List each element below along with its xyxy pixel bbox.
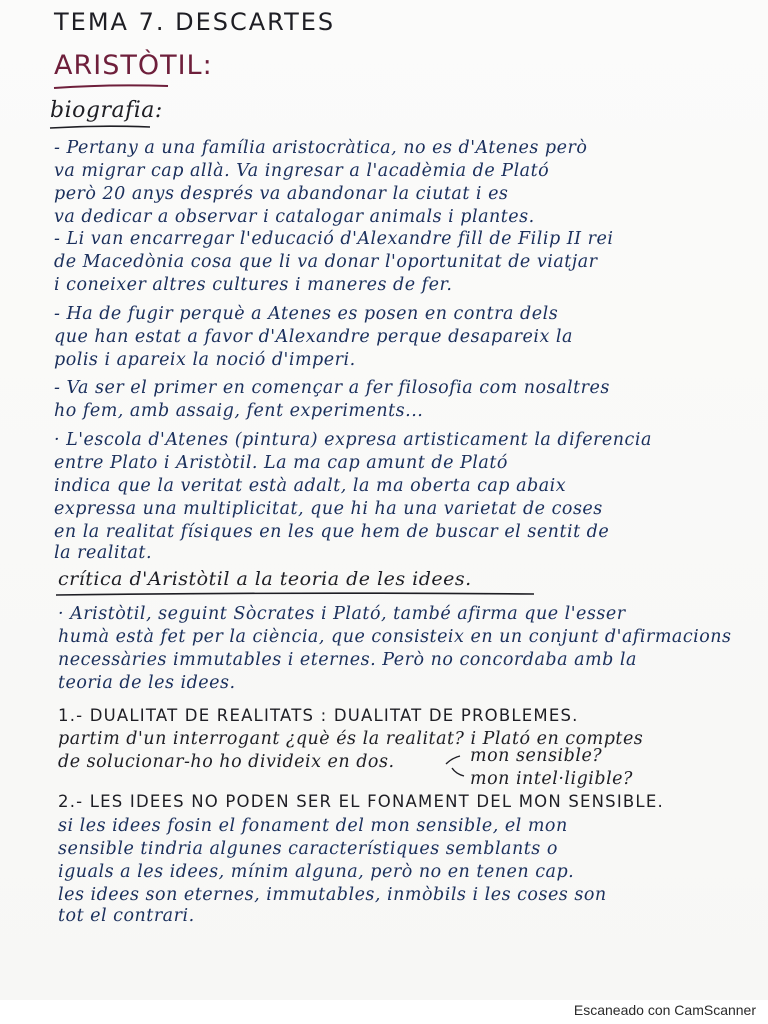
biography-line: va migrar cap allà. Va ingresar a l'acadèmia de Plató: [54, 161, 550, 181]
point-2-line: les idees son eternes, immutables, inmòbils i les coses son: [58, 885, 607, 905]
section-heading-aristotil: ARISTÒTIL:: [54, 50, 213, 81]
point-1-line: partim d'un interrogant ¿què és la realitat? i Plató en comptes: [58, 729, 644, 749]
point-2-line: iguals a les idees, mínim alguna, però no en tenen cap.: [58, 862, 575, 882]
biography-line: expressa una multiplicitat, que hi ha una varietat de coses: [54, 499, 603, 519]
critique-line: teoria de les idees.: [58, 673, 236, 693]
biography-line: i coneixer altres cultures i maneres de fer.: [54, 275, 453, 295]
biography-line: · L'escola d'Atenes (pintura) expresa artisticament la diferencia: [54, 430, 652, 450]
point-1-line: de solucionar-ho ho divideix en dos.: [58, 752, 395, 772]
point-1-title: 1.- DUALITAT DE REALITATS : DUALITAT DE PROBLEMES.: [58, 706, 579, 725]
branch-mon-intelligible: mon intel·ligible?: [470, 769, 633, 789]
point-2-line: tot el contrari.: [58, 906, 195, 926]
subheading-biografia: biografia:: [50, 98, 163, 123]
section-title-critica: crítica d'Aristòtil a la teoria de les idees.: [58, 568, 472, 590]
biography-line: va dedicar a observar i catalogar animals i plantes.: [54, 207, 535, 227]
critique-line: humà està fet per la ciència, que consisteix en un conjunt d'afirmacions: [58, 627, 732, 647]
camscanner-watermark: Escaneado con CamScanner: [573, 1002, 756, 1018]
biography-line: però 20 anys després va abandonar la ciutat i es: [54, 184, 509, 204]
biography-line: - Li van encarregar l'educació d'Alexandre fill de Filip II rei: [54, 229, 614, 249]
point-2-line: sensible tindria algunes característiques semblants o: [58, 839, 558, 859]
biography-line: - Va ser el primer en començar a fer filosofia com nosaltres: [54, 378, 610, 398]
point-2-line: si les idees fosin el fonament del mon sensible, el mon: [58, 816, 568, 836]
biography-line: polis i apareix la noció d'imperi.: [54, 350, 356, 370]
biography-line: que han estat a favor d'Alexandre perque desapareix la: [54, 327, 573, 347]
biography-line: entre Plato i Aristòtil. La ma cap amunt de Plató: [54, 453, 508, 473]
critique-line: · Aristòtil, seguint Sòcrates i Plató, també afirma que l'esser: [58, 604, 626, 624]
biography-line: - Ha de fugir perquè a Atenes es posen en contra dels: [54, 304, 559, 324]
biography-line: en la realitat físiques en les que hem de buscar el sentit de: [54, 522, 610, 542]
branch-mon-sensible: mon sensible?: [470, 746, 603, 766]
biography-line: la realitat.: [54, 543, 153, 563]
point-2-title: 2.- LES IDEES NO PODEN SER EL FONAMENT DEL MON SENSIBLE.: [58, 792, 664, 811]
page-title: TEMA 7. DESCARTES: [54, 8, 336, 36]
biography-line: de Macedònia cosa que li va donar l'oportunitat de viatjar: [54, 252, 598, 272]
biography-line: ho fem, amb assaig, fent experiments...: [54, 401, 424, 421]
critique-line: necessàries immutables i eternes. Però no concordaba amb la: [58, 650, 637, 670]
biography-line: - Pertany a una família aristocràtica, no es d'Atenes però: [54, 138, 588, 158]
biography-line: indica que la veritat està adalt, la ma oberta cap abaix: [54, 476, 567, 496]
